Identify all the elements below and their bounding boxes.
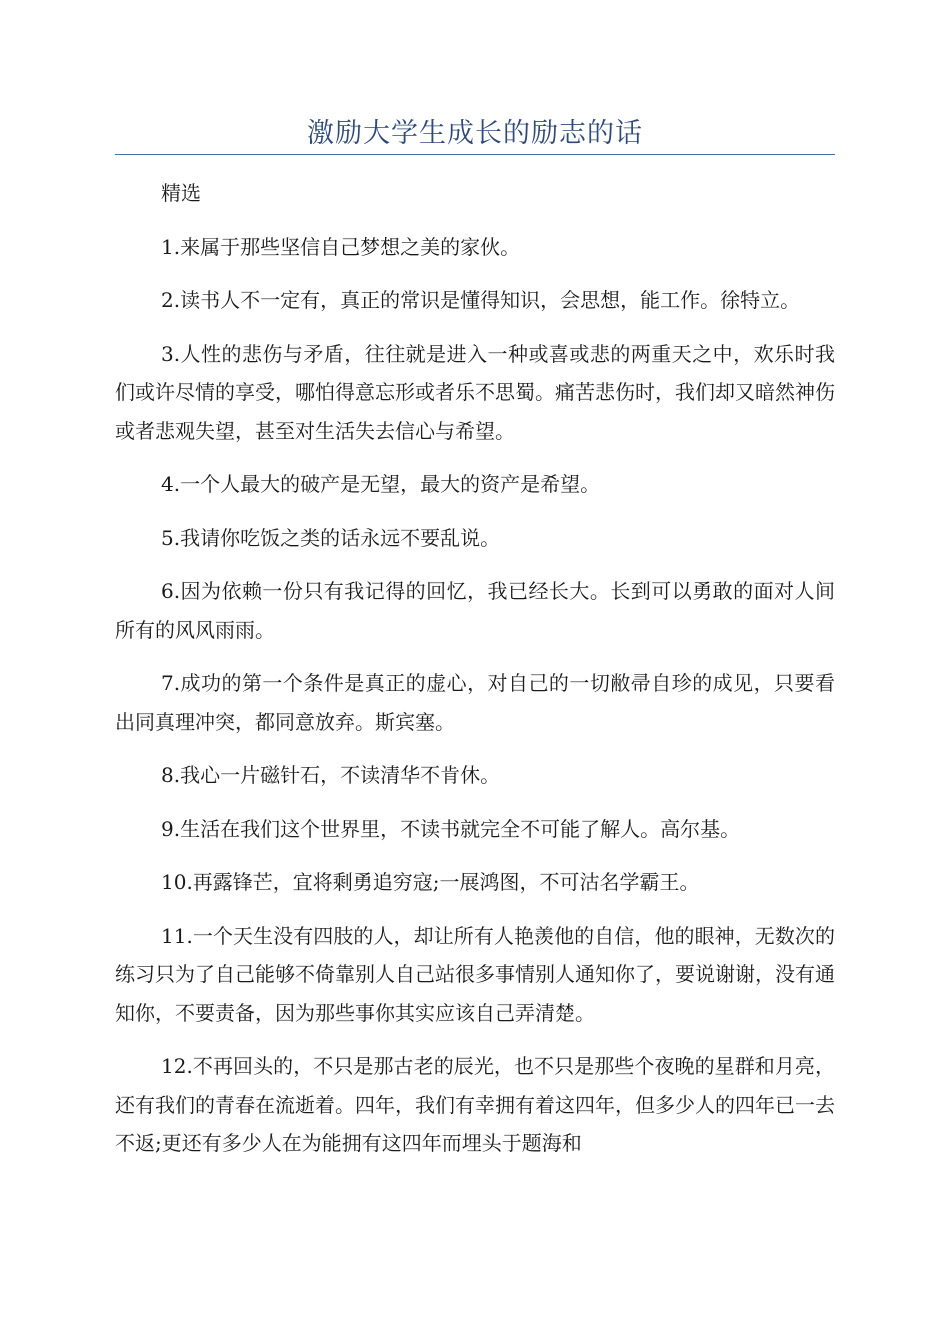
paragraph: 10.再露锋芒，宜将剩勇追穷寇;一展鸿图，不可沽名学霸王。 <box>161 870 700 894</box>
paragraph: 11.一个天生没有四肢的人，却让所有人艳羡他的自信，他的眼神，无数次的练习只为了自己能够不倚靠别人自己站很多事情别人通知你了，要说谢谢，没有通知你，不要责备，因为那些事你其实应该自己弄清楚。 <box>115 923 835 1025</box>
paragraph: 3.人性的悲伤与矛盾，往往就是进入一种或喜或悲的两重天之中，欢乐时我们或许尽情的享受，哪怕得意忘形或者乐不思蜀。痛苦悲伤时，我们却又暗然神伤或者悲观失望，甚至对生活失去信心与希望。 <box>115 341 835 443</box>
paragraph: 4.一个人最大的破产是无望，最大的资产是希望。 <box>161 472 601 496</box>
paragraph: 12.不再回头的，不只是那古老的辰光，也不只是那些个夜晚的星群和月亮，还有我们的青春在流逝着。四年，我们有幸拥有着这四年，但多少人的四年已一去不返;更还有多少人在为能拥有这四年而埋头于题海和 <box>115 1054 835 1155</box>
paragraph: 8.我心一片磁针石，不读清华不肯休。 <box>161 763 501 787</box>
paragraph: 2.读书人不一定有，真正的常识是懂得知识，会思想，能工作。徐特立。 <box>161 288 801 312</box>
paragraph: 9.生活在我们这个世界里，不读书就完全不可能了解人。高尔基。 <box>161 816 741 841</box>
paragraph: 7.成功的第一个条件是真正的虚心，对自己的一切敝帚自珍的成见，只要看出同真理冲突，都同意放弃。斯宾塞。 <box>115 671 835 734</box>
document-title: 激励大学生成长的励志的话 <box>307 118 643 149</box>
subtitle: 精选 <box>161 181 201 205</box>
title-divider <box>115 154 835 155</box>
document-body <box>115 174 835 1178</box>
paragraph: 5.我请你吃饭之类的话永远不要乱说。 <box>161 525 501 550</box>
paragraph: 6.因为依赖一份只有我记得的回忆，我已经长大。长到可以勇敢的面对人间所有的风风雨雨。 <box>115 579 835 642</box>
paragraph: 1.来属于那些坚信自己梦想之美的家伙。 <box>161 234 521 259</box>
